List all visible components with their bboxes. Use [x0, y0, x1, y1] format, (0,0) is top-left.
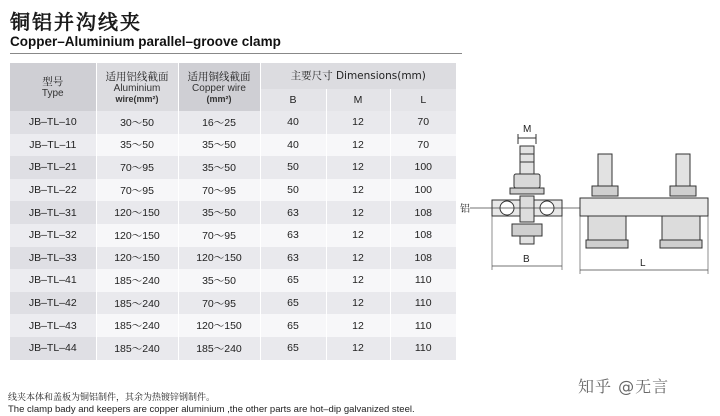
cell-type: JB–TL–44	[10, 337, 96, 360]
table-row	[10, 269, 456, 292]
cell-type: JB–TL–31	[10, 201, 96, 224]
cell-type: JB–TL–21	[10, 156, 96, 179]
cell-m: 12	[326, 247, 390, 270]
cell-type: JB–TL–33	[10, 247, 96, 270]
table-row	[10, 111, 456, 134]
cell-aluminium: 120～150	[96, 247, 178, 270]
cell-l: 100	[390, 156, 456, 179]
cell-m: 12	[326, 111, 390, 134]
cell-aluminium: 185～240	[96, 269, 178, 292]
cell-copper: 35～50	[178, 156, 260, 179]
footnote-cn: 线夹本体和盖板为铜铝制件，其余为热镀锌钢制件。	[8, 393, 216, 403]
cell-copper: 70～95	[178, 224, 260, 247]
cell-aluminium: 185～240	[96, 337, 178, 360]
cell-m: 12	[326, 201, 390, 224]
cell-b: 63	[260, 247, 326, 270]
table-row	[10, 292, 456, 315]
cell-m: 12	[326, 156, 390, 179]
cell-aluminium: 35～50	[96, 134, 178, 157]
cell-m: 12	[326, 337, 390, 360]
table-row	[10, 224, 456, 247]
header-b: B	[260, 89, 326, 111]
cell-copper: 185～240	[178, 337, 260, 360]
cell-m: 12	[326, 269, 390, 292]
cell-b: 40	[260, 111, 326, 134]
cell-b: 63	[260, 224, 326, 247]
cell-b: 65	[260, 314, 326, 337]
cell-aluminium: 185～240	[96, 314, 178, 337]
cell-l: 70	[390, 111, 456, 134]
header-l: L	[390, 89, 456, 111]
cell-type: JB–TL–32	[10, 224, 96, 247]
cell-aluminium: 70～95	[96, 179, 178, 202]
cell-type: JB–TL–43	[10, 314, 96, 337]
cell-b: 65	[260, 269, 326, 292]
header-dimensions: 主要尺寸 Dimensions(mm)	[260, 63, 456, 89]
table-row	[10, 314, 456, 337]
table-row	[10, 247, 456, 270]
cell-copper: 35～50	[178, 134, 260, 157]
header-type: 型号 Type	[10, 63, 96, 111]
cell-copper: 35～50	[178, 201, 260, 224]
cell-l: 110	[390, 269, 456, 292]
clamp-side-view	[492, 134, 562, 244]
cell-b: 50	[260, 179, 326, 202]
footnote-en: The clamp bady and keepers are copper aluminium ,the other parts are hot–dip galvanized steel.	[8, 404, 415, 415]
watermark: 知乎 @无言	[578, 377, 670, 396]
table-row	[10, 337, 456, 360]
title-divider	[10, 53, 462, 54]
header-aluminium: 适用铝线截面 Aluminium wire(mm²)	[96, 63, 178, 111]
cell-l: 100	[390, 179, 456, 202]
cell-l: 110	[390, 337, 456, 360]
cell-copper: 35～50	[178, 269, 260, 292]
cell-b: 65	[260, 337, 326, 360]
label-l: L	[640, 258, 646, 269]
page-title-cn: 铜铝并沟线夹	[10, 10, 142, 34]
cell-type: JB–TL–10	[10, 111, 96, 134]
cell-aluminium: 120～150	[96, 201, 178, 224]
cell-copper: 70～95	[178, 179, 260, 202]
cell-b: 63	[260, 201, 326, 224]
cell-l: 110	[390, 314, 456, 337]
clamp-dimension-drawing	[440, 120, 720, 280]
table-row	[10, 134, 456, 157]
cell-b: 65	[260, 292, 326, 315]
table-row	[10, 156, 456, 179]
cell-m: 12	[326, 314, 390, 337]
cell-l: 108	[390, 201, 456, 224]
cell-aluminium: 185～240	[96, 292, 178, 315]
cell-type: JB–TL–42	[10, 292, 96, 315]
table-row	[10, 201, 456, 224]
cell-m: 12	[326, 179, 390, 202]
cell-copper: 120～150	[178, 247, 260, 270]
cell-l: 110	[390, 292, 456, 315]
cell-copper: 120～150	[178, 314, 260, 337]
cell-aluminium: 30～50	[96, 111, 178, 134]
cell-m: 12	[326, 224, 390, 247]
cell-l: 70	[390, 134, 456, 157]
header-m: M	[326, 89, 390, 111]
cell-l: 108	[390, 224, 456, 247]
table-row	[10, 179, 456, 202]
spec-table	[10, 63, 456, 360]
cell-b: 50	[260, 156, 326, 179]
spec-table-body	[10, 111, 456, 360]
label-b: B	[523, 254, 530, 265]
cell-m: 12	[326, 134, 390, 157]
page-title-en: Copper–Aluminium parallel–groove clamp	[10, 34, 281, 49]
label-m: M	[523, 124, 532, 135]
cell-l: 108	[390, 247, 456, 270]
cell-aluminium: 120～150	[96, 224, 178, 247]
header-copper: 适用铜线截面 Copper wire (mm²)	[178, 63, 260, 111]
cell-m: 12	[326, 292, 390, 315]
cell-copper: 16～25	[178, 111, 260, 134]
cell-type: JB–TL–41	[10, 269, 96, 292]
cell-type: JB–TL–11	[10, 134, 96, 157]
cell-copper: 70～95	[178, 292, 260, 315]
cell-b: 40	[260, 134, 326, 157]
cell-type: JB–TL–22	[10, 179, 96, 202]
cell-aluminium: 70～95	[96, 156, 178, 179]
label-aluminium: 铝	[460, 204, 470, 215]
clamp-front-view	[580, 154, 708, 248]
